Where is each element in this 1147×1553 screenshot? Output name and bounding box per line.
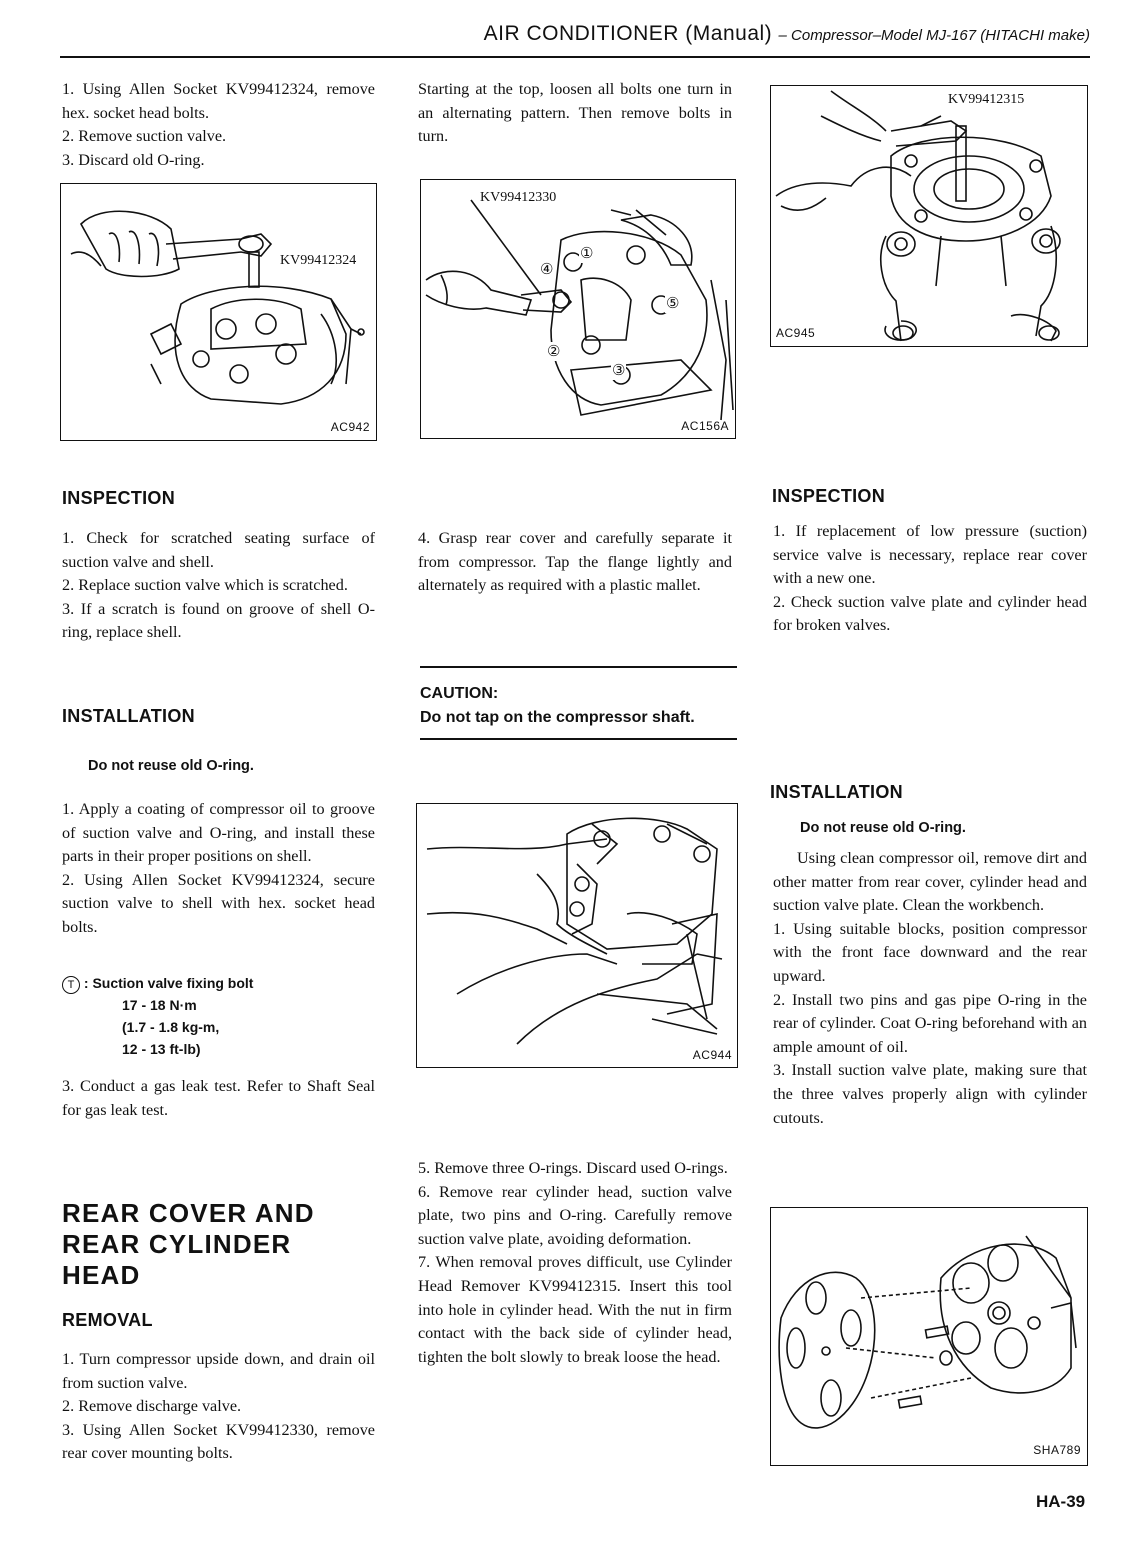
heading-line: HEAD bbox=[62, 1260, 141, 1290]
col1-intro-steps bbox=[62, 78, 375, 172]
col2-steps-5-7 bbox=[418, 1157, 732, 1369]
col1-removal-steps bbox=[62, 1348, 375, 1466]
step: 3. Using Allen Socket KV99412330, remove rear cover mounting bolts. bbox=[62, 1420, 375, 1463]
step: 3. Discard old O-ring. bbox=[62, 150, 205, 169]
col1-installation-note: Do not reuse old O-ring. bbox=[88, 758, 254, 774]
allen-socket-illustration bbox=[61, 184, 378, 442]
rear-cover-bolts-illustration bbox=[421, 180, 737, 440]
col2-step-4 bbox=[418, 527, 732, 598]
col3-inspection-heading: INSPECTION bbox=[772, 486, 886, 506]
section-rear-cover-heading bbox=[62, 1198, 315, 1291]
torque-ftlb: 12 - 13 ft-lb) bbox=[122, 1041, 201, 1057]
step: 1. Check for scratched seating surface of suction valve and shell. bbox=[62, 529, 375, 571]
bolt-number-1: ① bbox=[580, 246, 594, 262]
step: 1. If replacement of low pressure (suction) service valve is necessary, replace rear cover with a new one. bbox=[773, 522, 1087, 588]
col1-removal-heading: REMOVAL bbox=[62, 1310, 153, 1330]
figure-ac942 bbox=[60, 183, 377, 441]
bolt-number-5: ⑤ bbox=[666, 296, 680, 312]
caution-box bbox=[420, 682, 737, 730]
figure-ac945 bbox=[770, 85, 1088, 347]
paragraph: Starting at the top, loosen all bolts one turn in an alternating pattern. Then remove bolts in turn. bbox=[418, 80, 732, 146]
col3-installation-heading: INSTALLATION bbox=[770, 782, 903, 802]
step: 3. If a scratch is found on groove of shell O-ring, replace shell. bbox=[62, 599, 375, 642]
figure-ac156a bbox=[420, 179, 736, 439]
bolt-number-4: ④ bbox=[540, 262, 554, 278]
page-header bbox=[60, 22, 1090, 46]
suction-valve-plate-illustration bbox=[771, 1208, 1089, 1467]
step: 2. Install two pins and gas pipe O-ring in the rear of cylinder. Coat O-ring beforehand with an ample amount of oil. bbox=[773, 990, 1087, 1056]
step: 1. Using suitable blocks, position compressor with the front face downward and the rear upward. bbox=[773, 919, 1087, 985]
page-number: HA-39 bbox=[1036, 1492, 1086, 1511]
step: 5. Remove three O-rings. Discard used O-rings. bbox=[418, 1159, 728, 1177]
torque-kgm: (1.7 - 1.8 kg-m, bbox=[122, 1019, 220, 1035]
step: 3. Install suction valve plate, making sure that the three valves properly align with cylinder cutouts. bbox=[773, 1061, 1087, 1127]
torque-nm: 17 - 18 N·m bbox=[122, 997, 197, 1013]
step: 2. Remove discharge valve. bbox=[62, 1397, 242, 1416]
torque-label: : Suction valve fixing bolt bbox=[83, 975, 254, 991]
step: 6. Remove rear cylinder head, suction valve plate, two pins and O-ring. Carefully remove suction valve plate, avoiding deformation. bbox=[418, 1182, 732, 1248]
figure-code: AC942 bbox=[330, 420, 370, 434]
col3-installation-body bbox=[773, 847, 1087, 1130]
bolt-number-3: ③ bbox=[612, 363, 626, 379]
col3-inspection-steps bbox=[773, 520, 1087, 638]
figure-sha789 bbox=[770, 1207, 1088, 1466]
caution-rule-top bbox=[420, 666, 737, 668]
caution-title: CAUTION: bbox=[420, 685, 499, 702]
heading-line: REAR COVER AND bbox=[62, 1198, 315, 1228]
col1-installation-step-3 bbox=[62, 1075, 375, 1122]
torque-icon: T bbox=[62, 976, 80, 994]
step: 2. Using Allen Socket KV99412324, secure suction valve to shell with hex. socket head bolts. bbox=[62, 870, 375, 936]
caution-text: Do not tap on the compressor shaft. bbox=[420, 709, 695, 726]
step: 3. Conduct a gas leak test. Refer to Shaft Seal for gas leak test. bbox=[62, 1077, 375, 1119]
col1-installation-steps bbox=[62, 798, 375, 940]
heading-line: REAR CYLINDER bbox=[62, 1229, 292, 1259]
step: 1. Using Allen Socket KV99412324, remove hex. socket head bolts. bbox=[62, 80, 375, 122]
step: 7. When removal proves difficult, use Cylinder Head Remover KV99412315. Insert this tool into hole in cylinder head. With the nut in firm contact with the back side of cylinder head, tighten the bolt slowly to break loose the head. bbox=[418, 1253, 732, 1366]
bolt-number-2: ② bbox=[547, 344, 561, 360]
step: 1. Turn compressor upside down, and drain oil from suction valve. bbox=[62, 1350, 375, 1392]
col1-installation-heading: INSTALLATION bbox=[62, 706, 195, 726]
col2-intro bbox=[418, 78, 732, 149]
paragraph: Using clean compressor oil, remove dirt and other matter from rear cover, cylinder head and suction valve plate. Clean the workbench. bbox=[773, 849, 1087, 915]
figure-code: AC156A bbox=[681, 419, 729, 433]
tool-label: KV99412315 bbox=[948, 92, 1025, 107]
torque-spec bbox=[62, 972, 375, 1060]
header-subtitle: – Compressor–Model MJ-167 (HITACHI make) bbox=[778, 27, 1090, 44]
step: 4. Grasp rear cover and carefully separate it from compressor. Tap the flange lightly and alternately as required with a plastic mallet. bbox=[418, 529, 732, 595]
cylinder-head-remover-illustration bbox=[771, 86, 1089, 348]
caution-rule-bottom bbox=[420, 738, 737, 740]
header-title: AIR CONDITIONER (Manual) bbox=[483, 22, 773, 45]
step: 2. Remove suction valve. bbox=[62, 127, 227, 146]
figure-code: SHA789 bbox=[1033, 1443, 1081, 1457]
tool-label: KV99412324 bbox=[280, 253, 357, 268]
header-rule bbox=[60, 56, 1090, 58]
tool-label: KV99412330 bbox=[480, 190, 557, 205]
figure-ac944 bbox=[416, 803, 738, 1068]
col3-installation-note: Do not reuse old O-ring. bbox=[800, 820, 966, 836]
col1-inspection-steps bbox=[62, 527, 375, 645]
separating-rear-cover-illustration bbox=[417, 804, 739, 1069]
figure-code: AC945 bbox=[776, 326, 816, 340]
step: 1. Apply a coating of compressor oil to groove of suction valve and O-ring, and install these parts in their proper positions on shell. bbox=[62, 800, 375, 866]
step: 2. Replace suction valve which is scratched. bbox=[62, 576, 348, 595]
step: 2. Check suction valve plate and cylinder head for broken valves. bbox=[773, 592, 1087, 635]
col1-inspection-heading: INSPECTION bbox=[62, 488, 176, 508]
figure-code: AC944 bbox=[692, 1048, 732, 1062]
